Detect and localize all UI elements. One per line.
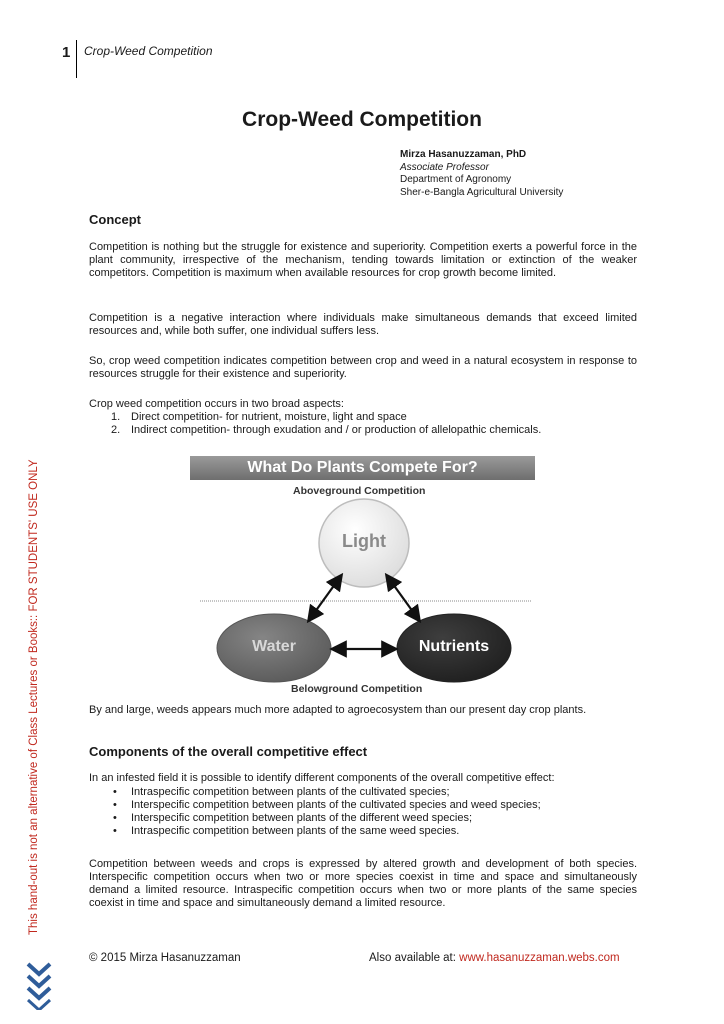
list-item-text: Direct competition- for nutrient, moisture, light and space xyxy=(131,411,407,423)
concept-heading: Concept xyxy=(89,212,141,227)
concept-paragraph-1 xyxy=(89,241,637,280)
concept-paragraph-2 xyxy=(89,312,637,338)
concept-paragraph-4 xyxy=(89,398,637,411)
list-item xyxy=(89,424,541,437)
components-heading: Components of the overall competitive effect xyxy=(89,744,368,759)
document-title: Crop-Weed Competition xyxy=(242,108,482,131)
side-disclaimer: This hand-out is not an alternative of Class Lectures or Books:: FOR STUDENTS' USE ONLY xyxy=(28,459,40,935)
paragraph-text: Crop weed competition occurs in two broad aspects: xyxy=(89,398,344,410)
diagram-graphic xyxy=(190,456,535,696)
concept-paragraph-3 xyxy=(89,355,637,381)
author-university: Sher-e-Bangla Agricultural University xyxy=(400,186,564,198)
paragraph-text: Competition between weeds and crops is expressed by altered growth and development of both species. Interspecific competition occurs when two or more species coexist in time and space and simultaneously demand a limited resource. Intraspecific competition occurs when two or more plants of the same species coexist in time and space and simultaneously demand a limited resource. xyxy=(89,858,637,909)
paragraph-text: In an infested field it is possible to identify different components of the overall competitive effect: xyxy=(89,772,555,784)
components-closing xyxy=(89,858,637,910)
diagram-banner: What Do Plants Compete For? xyxy=(190,456,535,480)
author-role: Associate Professor xyxy=(400,161,489,173)
belowground-label: Belowground Competition xyxy=(291,683,423,695)
author-block xyxy=(400,149,563,199)
list-item xyxy=(89,411,541,424)
list-number: 2. xyxy=(111,424,121,436)
chevron-down-icon xyxy=(24,960,54,1010)
water-label: Water xyxy=(252,638,296,655)
paragraph-text: So, crop weed competition indicates competition between crop and weed in a natural ecosystem in response to resources struggle for their existence and superiority. xyxy=(89,355,637,380)
components-list xyxy=(89,786,541,838)
light-label: Light xyxy=(342,531,386,551)
list-item: • Interspecific competition between plants of the cultivated species and weed species; xyxy=(89,799,541,812)
running-title: Crop-Weed Competition xyxy=(84,44,213,58)
light-nutrients-arrow xyxy=(390,580,416,616)
footer-copyright: © 2015 Mirza Hasanuzzaman xyxy=(89,952,241,964)
header-divider xyxy=(76,40,77,78)
aspects-list xyxy=(89,411,541,437)
paragraph-text: By and large, weeds appears much more adapted to agroecosystem than our present day crop plants. xyxy=(89,704,587,716)
list-item: • Intraspecific competition between plants of the same weed species. xyxy=(89,825,541,838)
aboveground-label: Aboveground Competition xyxy=(293,485,426,497)
list-number: 1. xyxy=(111,411,121,423)
paragraph-text: Competition is a negative interaction where individuals make simultaneous demands that exceed limited resources and, while both suffer, one individual suffers less. xyxy=(89,312,637,337)
footer-available-label: Also available at: xyxy=(369,952,456,964)
author-department: Department of Agronomy xyxy=(400,174,512,185)
after-diagram-paragraph xyxy=(89,704,637,717)
list-item: • Intraspecific competition between plants of the cultivated species; xyxy=(89,786,541,799)
light-water-arrow xyxy=(312,580,338,616)
list-item: • Interspecific competition between plants of the different weed species; xyxy=(89,812,541,825)
author-name: Mirza Hasanuzzaman, PhD xyxy=(400,149,527,160)
footer-availability xyxy=(369,952,620,964)
paragraph-text: Competition is nothing but the struggle for existence and superiority. Competition exerts a powerful force in the plant community, irrespective of the mechanism, tending towards limitation or extinction of the weaker competitors. Competition is maximum when available resources for crop growth become limited. xyxy=(89,241,637,279)
components-intro xyxy=(89,772,637,785)
list-item-text: Indirect competition- through exudation and / or production of allelopathic chemicals. xyxy=(131,424,542,436)
competition-diagram xyxy=(190,456,535,696)
nutrients-label: Nutrients xyxy=(418,638,490,655)
page-number: 1 xyxy=(62,44,71,61)
footer-website-link[interactable]: www.hasanuzzaman.webs.com xyxy=(459,952,620,964)
